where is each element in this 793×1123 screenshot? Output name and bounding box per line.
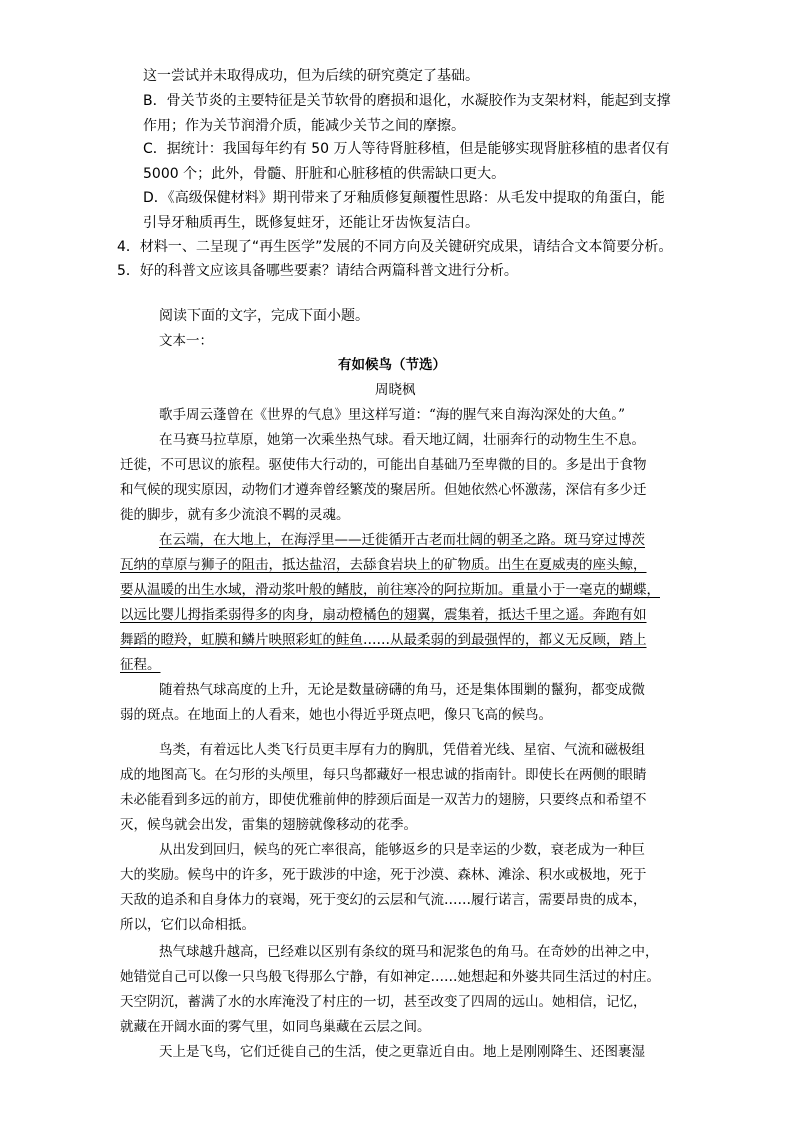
underlined-paragraph-line: 征程。 [120, 657, 161, 673]
underlined-paragraph-line: 瓦纳的草原与狮子的阻击，抵达盐沼，去舔食岩块上的矿物质。出生在夏威夷的座头鲸， [120, 557, 647, 573]
paragraph-2-line: 徙的脚步，就有多少流浪不羁的灵魂。 [120, 507, 350, 523]
paragraph-5-line: 鸟类，有着远比人类飞行员更丰厚有力的胸肌，凭借着光线、星宿、气流和磁极组 [159, 742, 645, 758]
underlined-paragraph-line: 舞蹈的瞪羚，虹膜和鳞片映照彩虹的鲑鱼……从最柔弱的到最强悍的，都义无反顾，踏上 [120, 632, 647, 648]
question-5: 5．好的科普文应该具备哪些要素？请结合两篇科普文进行分析。 [117, 263, 518, 279]
option-a-continuation: 这一尝试并未取得成功，但为后续的研究奠定了基础。 [143, 68, 479, 84]
option-c-line-1: C．据统计：我国每年约有 50 万人等待肾脏移植，但是能够实现肾脏移植的患者仅有 [143, 141, 670, 157]
reading-instructions: 阅读下面的文字，完成下面小题。 [159, 308, 369, 324]
paragraph-7-line: 就藏在开阔水面的雾气里，如同鸟巢藏在云层之间。 [120, 1019, 431, 1035]
text-label: 文本一： [159, 333, 213, 349]
option-d-line-1: D．《高级保健材料》期刊带来了牙釉质修复颠覆性思路：从毛发中提取的角蛋白，能 [143, 190, 665, 206]
passage-title: 有如候鸟（节选） [338, 357, 446, 373]
option-c-line-2: 5000 个；此外，骨髓、肝脏和心脏移植的供需缺口更大。 [143, 166, 506, 182]
paragraph-5-line: 未必能看到多远的前方，即使优雅前伸的脖颈后面是一双苦力的翅膀，只要终点和希望不 [120, 792, 647, 808]
underlined-paragraph-line: 在云端，在大地上，在海浮里——迁徙循开古老而壮阔的朝圣之路。斑马穿过博茨 [159, 532, 645, 548]
paragraph-7-line: 她错觉自己可以像一只鸟般飞得那么宁静，有如神定……她想起和外婆共同生活过的村庄。 [120, 969, 660, 985]
paragraph-4-line: 弱的斑点。在地面上的人看来，她也小得近乎斑点吧，像只飞高的候鸟。 [120, 707, 552, 723]
paragraph-6-line: 大的奖励。候鸟中的许多，死于跋涉的中途，死于沙漠、森林、滩涂、积水或极地，死于 [120, 867, 647, 883]
question-4: 4．材料一、二呈现了“再生医学”发展的不同方向及关键研究成果，请结合文本简要分析。 [117, 239, 673, 255]
paragraph-8-line: 天上是飞鸟，它们迁徙自己的生活，使之更靠近自由。地上是刚刚降生、还图裹湿 [159, 1044, 645, 1060]
paragraph-2-line: 和气候的现实原因，动物们才遵奔曾经繁茂的聚居所。但她依然心怀激荡，深信有多少迁 [120, 482, 647, 498]
passage-author: 周晓枫 [375, 382, 416, 398]
option-b-line-2: 作用；作为关节润滑介质，能减少关节之间的摩擦。 [143, 118, 465, 134]
paragraph-6-line: 从出发到回归，候鸟的死亡率很高，能够返乡的只是幸运的少数，衰老成为一种巨 [159, 842, 645, 858]
paragraph-7-line: 天空阴沉，蓄满了水的水库淹没了村庄的一切，甚至改变了四周的远山。她相信，记忆， [120, 994, 647, 1010]
option-b-line-1: B．骨关节炎的主要特征是关节软骨的磨损和退化，水凝胶作为支架材料，能起到支撑 [143, 93, 671, 109]
paragraph-5-line: 成的地图高飞。在匀形的头颅里，每只鸟都藏好一根忠诚的指南针。即使长在两侧的眼睛 [120, 767, 647, 783]
paragraph-1: 歌手周云蓬曾在《世界的气息》里这样写道：“海的腥气来自海沟深处的大鱼。” [159, 407, 626, 423]
paragraph-2-line: 在马赛马拉草原，她第一次乘坐热气球。看天地辽阔，壮丽奔行的动物生生不息。 [159, 432, 645, 448]
paragraph-2-line: 迁徙，不可思议的旅程。驱使伟大行动的，可能出自基础乃至卑微的目的。多是出于食物 [120, 457, 647, 473]
option-d-line-2: 引导牙釉质再生，既修复蛀牙，还能让牙齿恢复洁白。 [143, 215, 479, 231]
underlined-paragraph-line: 要从温暖的出生水域，滑动浆叶般的鳍肢，前往寒冷的阿拉斯加。重量小于一毫克的蝴蝶， [120, 582, 660, 598]
paragraph-7-line: 热气球越升越高，已经难以区别有条纹的斑马和泥浆色的角马。在奇妙的出神之中， [159, 944, 659, 960]
underlined-paragraph-line: 以远比婴儿拇指柔弱得多的肉身，扇动橙橘色的翅翼，震集着，抵达千里之遥。奔跑有如 [120, 607, 647, 623]
paragraph-6-line: 所以，它们以命相抵。 [120, 917, 255, 933]
paragraph-4-line: 随着热气球高度的上升，无论是数量磅礴的角马，还是集体围剿的鬣狗，都变成微 [159, 682, 645, 698]
paragraph-6-line: 天敌的追杀和自身体力的衰竭，死于变幻的云层和气流……履行诺言，需要昂贵的成本， [120, 892, 647, 908]
paragraph-5-line: 灭，候鸟就会出发，雷集的翅膀就像移动的花季。 [120, 817, 417, 833]
